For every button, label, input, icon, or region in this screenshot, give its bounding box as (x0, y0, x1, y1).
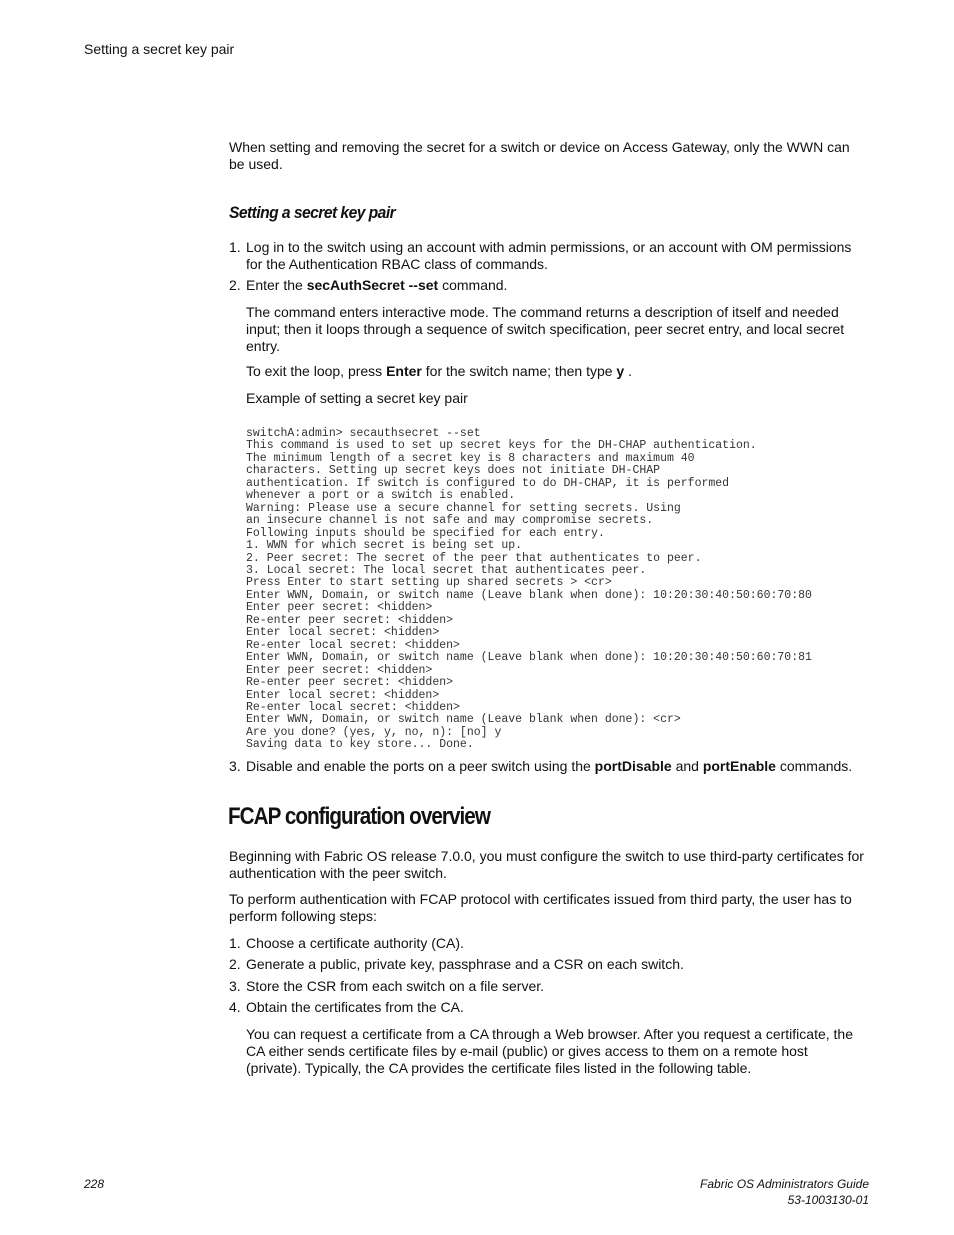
step-text: Obtain the certificates from the CA. (246, 999, 464, 1015)
code-example: switchA:admin> secauthsecret --set This command is used to set up secret keys for the DH-CHAP authentication. The minimum length of a secret key is 8 characters and maximum 40 characters. Setting up secret keys does not initiate DH-CHAP authentication. If switch is configured to do DH-CHAP, it is performed whenever a port or a switch is enabled. Warning: Please use a secure channel for setting secrets. Using an insecure channel is not safe and may compromise secrets. Following inputs should be specified for each entry. 1. WWN for which secret is being set up. 2. Peer secret: The secret of the peer that authenticates to peer. 3. Local secret: The local secret that authenticates peer. Press Enter to start setting up shared secrets > <cr> Enter WWN, Domain, or switch name (Leave blank when done): 10:20:30:40:50:60:70:80 Enter peer secret: <hidden> Re-enter peer secret: <hidden> Enter local secret: <hidden> Re-enter local secret: <hidden> Enter WWN, Domain, or switch name (Leave blank when done): 10:20:30:40:50:60:70:81 Enter peer secret: <hidden> Re-enter peer secret: <hidden> Enter local secret: <hidden> Re-enter local secret: <hidden> Enter WWN, Domain, or switch name (Leave blank when done): <cr> Are you done? (yes, y, no, n): [no] y Saving data to key store... Done. (246, 427, 812, 752)
fcap-step-1 (229, 935, 859, 952)
step-number: 3. (229, 758, 241, 774)
fcap-step-2 (229, 956, 859, 973)
step-number: 1. (229, 935, 241, 951)
step-number: 1. (229, 239, 241, 255)
step-text: Generate a public, private key, passphrase and a CSR on each switch. (246, 956, 684, 972)
step-number: 3. (229, 978, 241, 994)
command-name: portDisable (594, 758, 672, 774)
subsection-heading: Setting a secret key pair (229, 203, 396, 222)
fcap-paragraph-2: To perform authentication with FCAP protocol with certificates issued from third party, the user has to perform following steps: (229, 891, 852, 924)
command-name: portEnable (702, 758, 776, 774)
step-text: Disable and enable the ports on a peer switch using the portDisable and portEnable commands. (246, 758, 853, 774)
fcap-paragraph-1: Beginning with Fabric OS release 7.0.0, you must configure the switch to use third-party certificates for authentication with the peer switch. (229, 848, 864, 881)
footer-doc-info (700, 1176, 869, 1208)
step-1 (229, 239, 859, 273)
running-header: Setting a secret key pair (84, 41, 235, 57)
step-number: 2. (229, 277, 241, 293)
fcap-step-4 (229, 999, 859, 1016)
step-text: Enter the secAuthSecret --set command. (246, 277, 508, 293)
step-number: 2. (229, 956, 241, 972)
step-2-description: The command enters interactive mode. The command returns a description of itself and needed input; then it loops through a sequence of switch specification, peer secret entry, and local secret entry. (246, 304, 845, 354)
step-number: 4. (229, 999, 241, 1015)
example-caption: Example of setting a secret key pair (246, 390, 468, 406)
doc-title: Fabric OS Administrators Guide (700, 1177, 869, 1191)
page-number: 228 (84, 1177, 105, 1191)
doc-number: 53-1003130-01 (787, 1193, 869, 1207)
step-3 (229, 758, 859, 775)
fcap-step-3 (229, 978, 859, 995)
command-name: secAuthSecret --set (306, 277, 439, 293)
step-text: Choose a certificate authority (CA). (246, 935, 464, 951)
section-heading: FCAP configuration overview (228, 803, 490, 830)
step-2-exit-note: To exit the loop, press Enter for the switch name; then type y . (246, 363, 632, 379)
step-text: Log in to the switch using an account with admin permissions, or an account with OM permissions for the Authentication RBAC class of commands. (246, 239, 852, 272)
key-name: y (616, 363, 625, 379)
key-name: Enter (386, 363, 422, 379)
fcap-step-4-description: You can request a certificate from a CA through a Web browser. After you request a certificate, the CA either sends certificate files by e-mail (public) or gives access to them on a remote host (private). Typically, the CA provides the certificate files listed in the following table. (246, 1026, 853, 1076)
step-text: Store the CSR from each switch on a file server. (246, 978, 545, 994)
step-2 (229, 277, 859, 294)
intro-paragraph: When setting and removing the secret for a switch or device on Access Gateway, only the WWN can be used. (229, 139, 850, 172)
